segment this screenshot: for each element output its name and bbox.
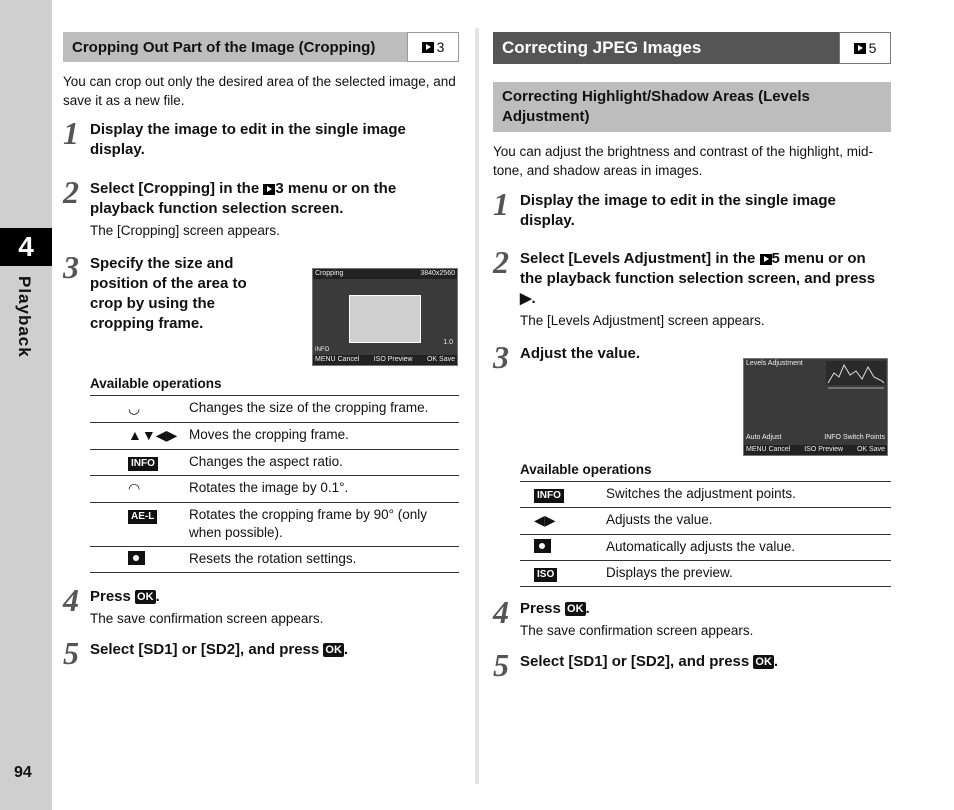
screen-mid-bar <box>744 433 887 443</box>
op-description: Moves the cropping frame. <box>185 423 459 450</box>
step-text-a: Select [SD1] or [SD2], and press <box>90 641 320 658</box>
ok-button-icon: OK <box>755 656 772 668</box>
left-right-arrows-icon: ◀▶ <box>534 512 556 528</box>
screen-title: Cropping <box>315 270 344 277</box>
step-2 <box>493 244 891 330</box>
info-button-icon: INFO <box>128 457 158 471</box>
ok-key: OK <box>856 446 868 453</box>
column-divider <box>475 28 479 784</box>
op-description: Displays the preview. <box>602 561 891 587</box>
table-row <box>90 476 459 503</box>
step-number: 2 <box>493 244 509 280</box>
op-description: Changes the size of the cropping frame. <box>185 396 459 423</box>
step-number: 1 <box>493 186 509 222</box>
iso-key: ISO <box>373 356 386 363</box>
ok-button-icon: OK <box>137 591 154 603</box>
table-row <box>90 547 459 573</box>
step-result: The [Levels Adjustment] screen appears. <box>520 313 765 328</box>
step-number: 3 <box>493 339 509 375</box>
switch-label: Switch Points <box>842 434 885 441</box>
screen-cancel <box>315 356 359 364</box>
info-indicator: INFO <box>315 347 330 353</box>
page-number: 94 <box>14 764 32 781</box>
step-text: Display the image to edit in the single image display. <box>90 121 406 158</box>
step-4 <box>63 582 459 628</box>
step-number: 2 <box>63 174 79 210</box>
table-row <box>520 535 891 561</box>
info-button-icon: INFO <box>534 489 564 503</box>
step-text: Adjust the value. <box>520 345 641 362</box>
save-label: Save <box>869 446 885 453</box>
operations-block <box>63 376 459 573</box>
table-row <box>90 423 459 450</box>
playback-menu-icon <box>263 184 275 195</box>
info-key: INFO <box>824 434 842 441</box>
step-result: The [Cropping] screen appears. <box>90 223 280 238</box>
step-2 <box>63 174 459 240</box>
screen-auto-adjust: Auto Adjust <box>746 434 782 441</box>
menu-ref-number: 3 <box>436 39 445 55</box>
table-row <box>90 396 459 423</box>
step-text-b: 3 menu or on the playback function selection screen. <box>90 180 397 217</box>
four-way-arrows-icon: ▲▼◀▶ <box>128 427 178 443</box>
histogram-graphic <box>826 361 886 391</box>
step-number: 3 <box>63 249 79 285</box>
green-button-icon <box>128 551 145 565</box>
step-text-a: Press <box>90 588 131 605</box>
step-number: 4 <box>493 594 509 630</box>
ops-title: Available operations <box>520 462 652 477</box>
preview-label: Preview <box>818 446 844 453</box>
ae-l-button-icon: AE-L <box>128 510 157 524</box>
step-3 <box>63 249 283 334</box>
intro-text: You can crop out only the desired area of the selected image, and save it as a new file. <box>63 74 456 108</box>
operations-block <box>493 462 891 587</box>
step-number: 5 <box>63 635 79 671</box>
step-number: 1 <box>63 115 79 151</box>
levels-screen-illustration <box>743 358 888 456</box>
right-column <box>493 32 891 683</box>
chapter-label: Playback <box>15 276 34 358</box>
ok-button-icon: OK <box>325 644 342 656</box>
operations-table <box>520 481 891 587</box>
step-text-a: Select [Levels Adjustment] in the <box>520 250 756 267</box>
step-number: 4 <box>63 582 79 618</box>
cropping-screen-illustration <box>312 268 458 366</box>
section-header-jpeg <box>493 32 891 64</box>
step-result: The save confirmation screen appears. <box>520 623 754 638</box>
cancel-label: Cancel <box>768 446 791 453</box>
table-row <box>520 482 891 508</box>
subsection-header: Correcting Highlight/Shadow Areas (Levels Adjustment) <box>493 82 891 132</box>
step-5 <box>63 635 459 671</box>
step-text-a: Select [Cropping] in the <box>90 180 260 197</box>
screen-preview <box>804 446 843 454</box>
step-5 <box>493 647 891 683</box>
table-row <box>90 503 459 547</box>
green-button-icon <box>534 539 551 553</box>
front-dial-icon: ◡ <box>128 400 141 416</box>
screen-bottom-bar <box>744 445 887 455</box>
iso-button-icon: ISO <box>534 568 557 582</box>
step-text: Select [SD1] or [SD2], and press OK . <box>520 653 779 670</box>
step-text: Press OK . <box>520 600 590 617</box>
op-description: Switches the adjustment points. <box>602 482 891 508</box>
op-description: Adjusts the value. <box>602 508 891 535</box>
ok-button-icon: OK <box>567 603 584 615</box>
step-number: 5 <box>493 647 509 683</box>
table-row <box>90 450 459 476</box>
step-text: Specify the size and position of the area to crop by using the cropping frame. <box>90 255 247 332</box>
step-text: Select [SD1] or [SD2], and press OK . <box>90 641 349 658</box>
intro-text: You can adjust the brightness and contrast of the highlight, mid-tone, and shadow areas in images. <box>493 144 873 178</box>
table-row <box>520 508 891 535</box>
screen-top-bar <box>313 269 457 279</box>
step-text-b: 5 menu or on the playback function selection screen, and press ▶. <box>520 250 876 307</box>
menu-key: MENU <box>315 356 336 363</box>
menu-key: MENU <box>746 446 767 453</box>
section-title: Correcting JPEG Images <box>502 38 702 57</box>
table-row <box>520 561 891 587</box>
operations-table <box>90 395 459 573</box>
step-result: The save confirmation screen appears. <box>90 611 324 626</box>
screen-bottom-bar <box>313 355 457 365</box>
op-description: Rotates the image by 0.1°. <box>185 476 459 503</box>
section-header-cropping <box>63 32 459 62</box>
step-text-a: Select [SD1] or [SD2], and press <box>520 653 750 670</box>
playback-menu-icon <box>422 42 434 53</box>
screen-preview <box>374 356 413 364</box>
op-description: Automatically adjusts the value. <box>602 535 891 561</box>
step-1 <box>63 115 459 160</box>
op-description: Changes the aspect ratio. <box>185 450 459 476</box>
step-text-a: Press <box>520 600 561 617</box>
ok-key: OK <box>426 356 438 363</box>
screen-cancel <box>746 446 790 454</box>
op-description: Resets the rotation settings. <box>185 547 459 573</box>
iso-key: ISO <box>804 446 817 453</box>
ops-title: Available operations <box>90 376 222 391</box>
screen-save <box>427 356 455 364</box>
menu-ref <box>839 32 891 64</box>
step-text: Press OK . <box>90 588 160 605</box>
save-label: Save <box>439 356 455 363</box>
cancel-label: Cancel <box>337 356 360 363</box>
playback-menu-icon <box>760 254 772 265</box>
menu-ref <box>407 32 459 62</box>
crop-frame <box>349 295 421 343</box>
step-1 <box>493 186 891 231</box>
screen-save <box>857 446 885 454</box>
rotation-value: 1.0 <box>443 339 453 346</box>
rear-dial-icon: ◠ <box>128 480 141 496</box>
screen-title: Levels Adjustment <box>746 360 803 367</box>
op-description: Rotates the cropping frame by 90° (only when possible). <box>185 503 459 547</box>
step-text <box>520 249 891 309</box>
step-text: Display the image to edit in the single image display. <box>520 192 836 229</box>
preview-label: Preview <box>387 356 413 363</box>
screen-switch-points <box>824 434 885 442</box>
step-text <box>90 179 459 219</box>
step-4 <box>493 594 891 640</box>
chapter-number: 4 <box>0 228 52 266</box>
screen-image-size: 3840x2560 <box>420 270 455 277</box>
menu-ref-number: 5 <box>868 40 877 56</box>
playback-menu-icon <box>854 43 866 54</box>
section-title: Cropping Out Part of the Image (Cropping) <box>72 38 376 56</box>
chapter-side-tab <box>0 0 52 810</box>
